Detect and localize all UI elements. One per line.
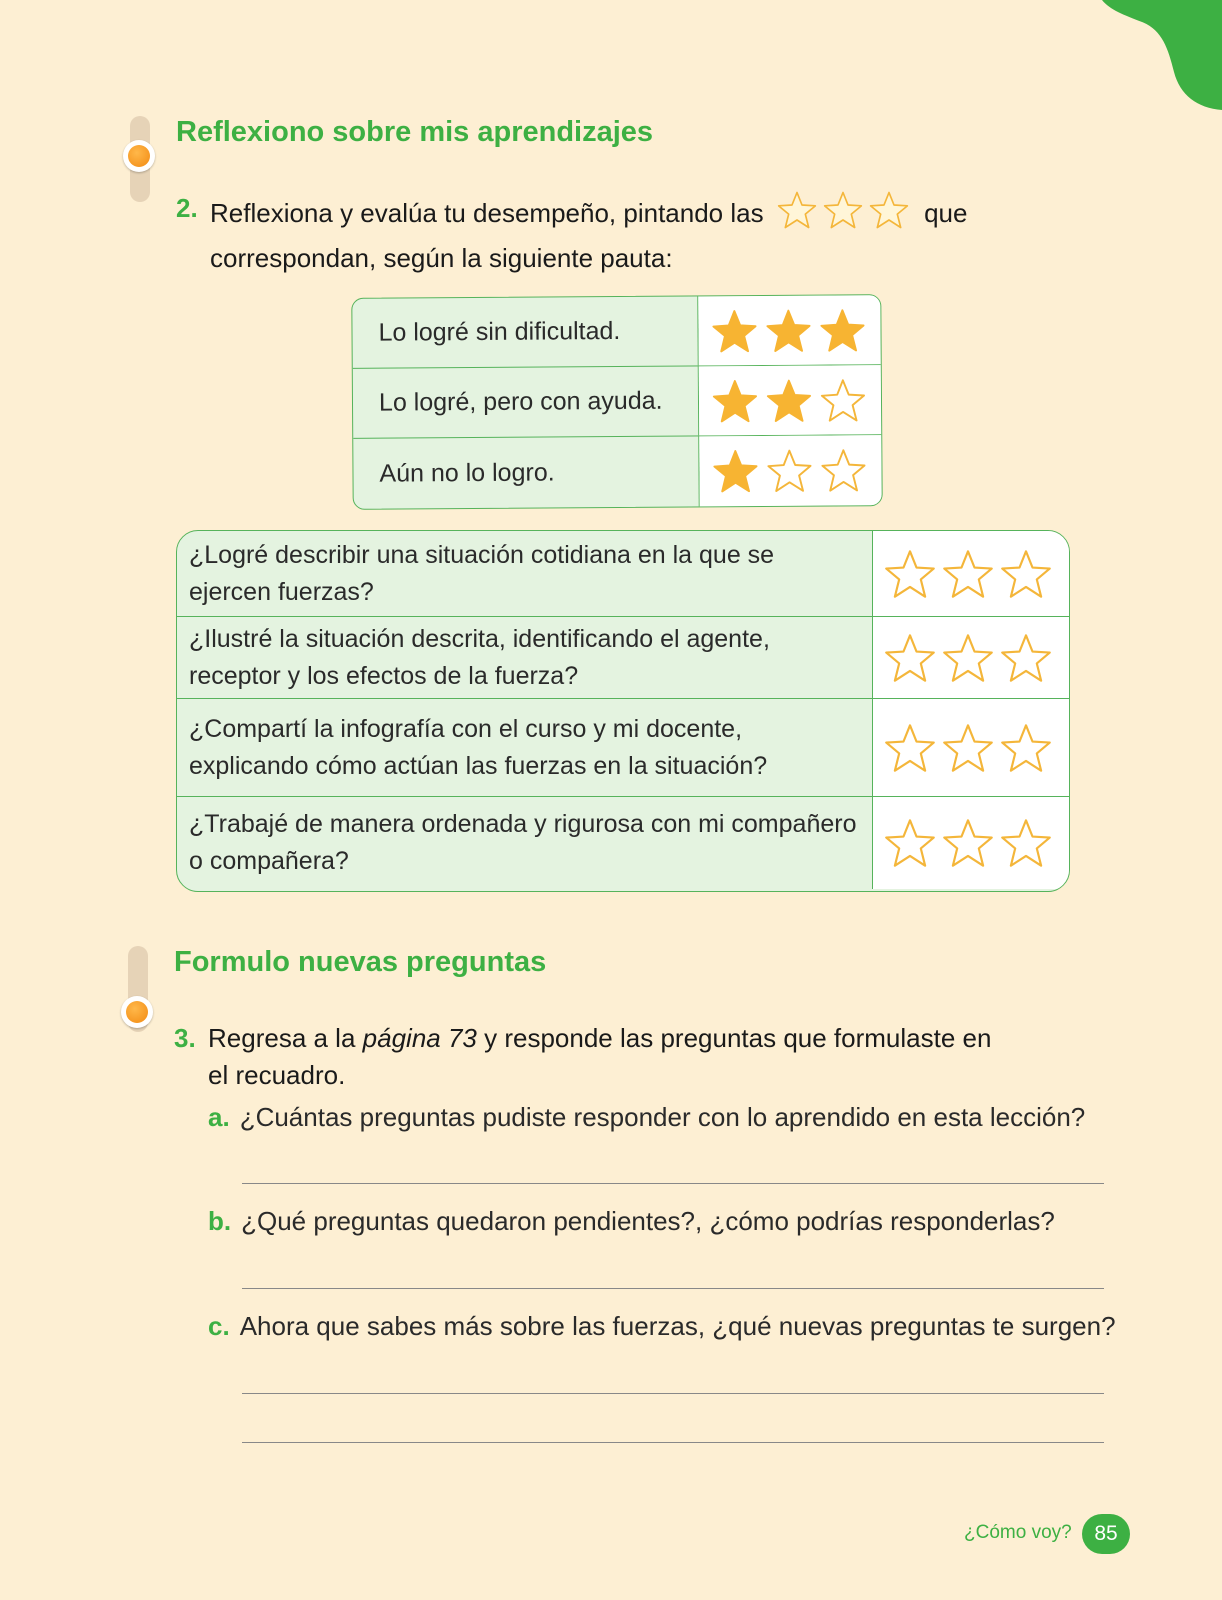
star-filled-icon	[710, 308, 758, 354]
star-filled-icon	[711, 378, 759, 424]
answer-line[interactable]	[242, 1288, 1104, 1289]
star-outline-icon[interactable]	[883, 548, 937, 600]
star-outline-icon[interactable]	[883, 722, 937, 774]
scale-stars	[698, 295, 880, 365]
star-outline-icon[interactable]	[883, 817, 937, 869]
sub-question-text: ¿Cuántas preguntas pudiste responder con lo aprendido en esta lección?	[239, 1102, 1086, 1132]
star-outline-icon	[819, 447, 867, 493]
sub-question-letter: a.	[208, 1102, 230, 1132]
evaluation-row	[177, 531, 1069, 617]
star-outline-icon	[819, 377, 867, 423]
evaluation-question: ¿Logré describir una situación cotidiana en la que se ejercen fuerzas?	[177, 531, 873, 616]
star-outline-icon	[867, 190, 911, 230]
star-outline-icon[interactable]	[941, 548, 995, 600]
star-outline-icon[interactable]	[999, 632, 1053, 684]
section-marker	[130, 116, 156, 202]
sub-question-b	[208, 1206, 1055, 1237]
evaluation-row	[177, 617, 1069, 699]
star-outline-icon[interactable]	[999, 817, 1053, 869]
question-number: 3.	[174, 1023, 196, 1053]
section-title-reflexiono: Reflexiono sobre mis aprendizajes	[176, 116, 654, 148]
star-outline-icon	[765, 448, 813, 494]
evaluation-question: ¿Ilustré la situación descrita, identificando el agente, receptor y los efectos de la fuerza?	[177, 617, 873, 698]
question-text-after: que	[924, 198, 968, 228]
inline-stars-icon	[775, 190, 913, 240]
question-text-line2: correspondan, según la siguiente pauta:	[210, 243, 673, 273]
star-outline-icon	[775, 190, 819, 230]
scale-row	[353, 435, 881, 509]
question-number: 2.	[176, 193, 198, 223]
sub-question-c	[208, 1311, 1116, 1342]
star-outline-icon[interactable]	[883, 632, 937, 684]
question-2	[176, 190, 968, 277]
evaluation-row	[177, 797, 1069, 889]
evaluation-question: ¿Compartí la infografía con el curso y mi docente, explicando cómo actúan las fuerzas en la situación?	[177, 699, 873, 796]
star-filled-icon	[711, 448, 759, 494]
star-outline-icon[interactable]	[941, 722, 995, 774]
scale-label: Lo logré sin dificultad.	[352, 296, 698, 367]
star-outline-icon[interactable]	[999, 722, 1053, 774]
question-text-after: y responde las preguntas que formulaste en	[484, 1023, 992, 1053]
star-outline-icon[interactable]	[941, 817, 995, 869]
sub-question-a	[208, 1102, 1085, 1133]
star-outline-icon[interactable]	[941, 632, 995, 684]
star-outline-icon[interactable]	[999, 548, 1053, 600]
scale-row	[352, 295, 880, 369]
scale-row	[353, 365, 881, 439]
question-3	[174, 1020, 992, 1094]
section-marker	[128, 946, 154, 1032]
question-text: Reflexiona y evalúa tu desempeño, pintando las	[210, 198, 764, 228]
evaluation-row	[177, 699, 1069, 797]
footer-label: ¿Cómo voy?	[964, 1522, 1072, 1543]
answer-line[interactable]	[242, 1442, 1104, 1443]
question-text-line2: el recuadro.	[208, 1060, 346, 1090]
star-filled-icon	[764, 307, 812, 353]
section-title-formulo: Formulo nuevas preguntas	[174, 946, 547, 978]
star-outline-icon	[821, 190, 865, 230]
evaluation-stars[interactable]	[873, 617, 1069, 698]
sub-question-letter: b.	[208, 1206, 232, 1236]
evaluation-stars[interactable]	[873, 797, 1069, 889]
answer-line[interactable]	[242, 1183, 1104, 1184]
evaluation-question: ¿Trabajé de manera ordenada y rigurosa con mi compañero o compañera?	[177, 797, 873, 889]
question-text: Regresa a la	[208, 1023, 356, 1053]
sub-question-text: Ahora que sabes más sobre las fuerzas, ¿qué nuevas preguntas te surgen?	[239, 1311, 1116, 1341]
evaluation-stars[interactable]	[873, 699, 1069, 796]
evaluation-stars[interactable]	[873, 531, 1069, 616]
page-reference: página 73	[362, 1023, 477, 1053]
star-filled-icon	[765, 377, 813, 423]
answer-line[interactable]	[242, 1393, 1104, 1394]
corner-decoration	[1102, 0, 1222, 110]
self-evaluation-table	[176, 530, 1070, 892]
star-filled-icon	[818, 307, 866, 353]
scale-stars	[699, 365, 881, 435]
scale-label: Aún no lo logro.	[353, 436, 699, 508]
page-number: 85	[1082, 1514, 1130, 1554]
sub-question-text: ¿Qué preguntas quedaron pendientes?, ¿cómo podrías responderlas?	[241, 1206, 1055, 1236]
sub-question-letter: c.	[208, 1311, 230, 1341]
scale-label: Lo logré, pero con ayuda.	[353, 366, 699, 437]
scale-stars	[699, 435, 881, 506]
rating-scale-table	[351, 294, 882, 510]
